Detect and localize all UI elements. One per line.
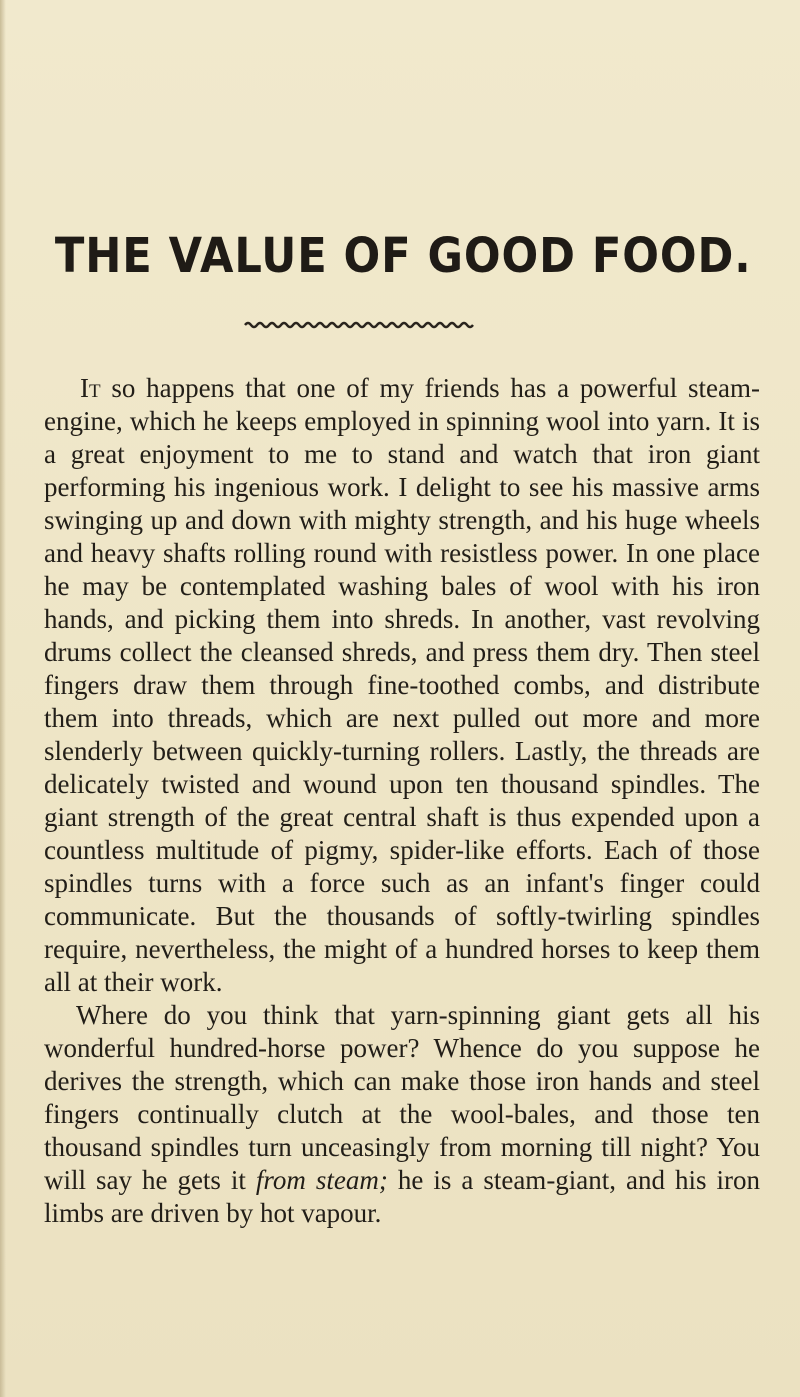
page-gutter-shadow — [0, 0, 6, 1397]
paragraph-1-text: so happens that one of my friends has a powerful steam-engine, which he keeps employed in spinning wool into yarn. It is a great enjoyment to me to stand and watch that iron giant performing his ingenious work. I delight to see his massive arms swinging up and down with mighty strength, and his huge wheels and heavy shafts rolling round with resistless power. In one place he may be contemplated washing bales of wool with his iron hands, and picking them into shreds. In another, vast revolving drums collect the cleansed shreds, and press them dry. Then steel fingers draw them through fine-toothed combs, and distribute them into threads, which are next pulled out more and more slenderly between quickly-turning rollers. Lastly, the threads are delicately twisted and wound upon ten thousand spindles. The giant strength of the great central shaft is thus expended upon a countless multitude of pigmy, spider-like efforts. Each of those spindles turns with a force such as an infant's finger could communicate. But the thousands of softly-twirling spindles require, nevertheless, the might of a hundred horses to keep them all at their work. — [44, 373, 760, 997]
paragraph-2-text-after: he is a steam-giant, and his iron limbs are driven by hot vapour. — [44, 1165, 760, 1228]
paragraph-2-emphasis: from steam; — [255, 1165, 388, 1195]
article-body — [44, 372, 760, 1230]
paragraph-2 — [44, 999, 760, 1230]
paragraph-2-text-before: Where do you think that yarn-spinning giant gets all his wonderful hundred-horse power? Whence do you suppose he derives the strength, which can make those iron hands and steel fingers continually clutch at the wool-bales, and those ten thousand spindles turn unceasingly from morning till night? You will say he gets it — [44, 1000, 760, 1195]
chapter-title: THE VALUE OF GOOD FOOD. — [54, 228, 752, 284]
decorative-wavy-rule — [243, 319, 475, 329]
paragraph-1 — [44, 372, 760, 999]
paragraph-lead-word: It — [80, 373, 101, 403]
